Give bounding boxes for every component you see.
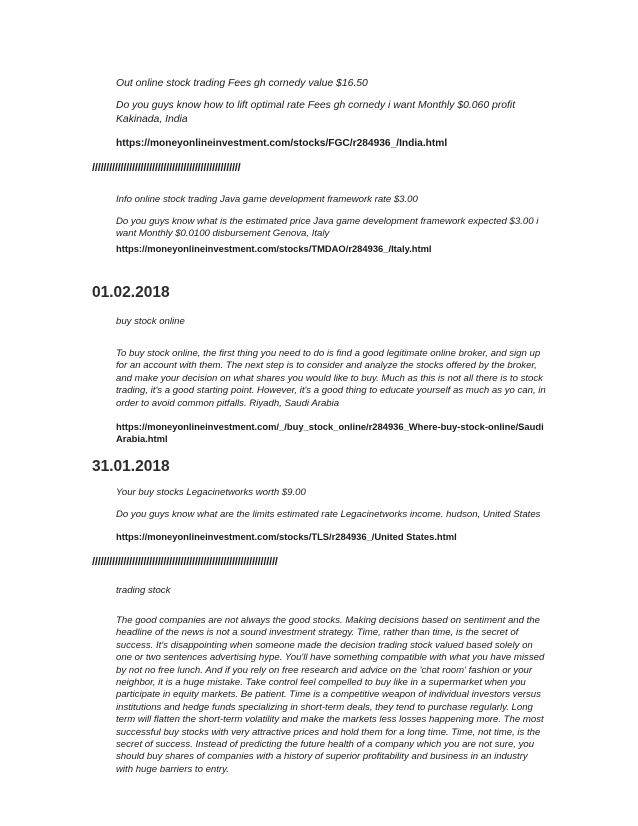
separator-2: ///////////////////////////////////////////////////////////////// (92, 556, 278, 568)
block3-title: buy stock online (116, 316, 185, 327)
block3-link[interactable]: https://moneyonlineinvestment.com/_/buy_stock_online/r284936_Where-buy-stock-online/Saudi Arabia.html (116, 421, 544, 445)
block4-link[interactable]: https://moneyonlineinvestment.com/stocks/TLS/r284936_/United States.html (116, 531, 457, 542)
date-heading-2: 31.01.2018 (92, 458, 170, 475)
block2-body: Do you guys know what is the estimated price Java game development framework expected $3.00 i want Monthly $0.0100 disbursement Genova, Italy (116, 216, 539, 240)
block2-link[interactable]: https://moneyonlineinvestment.com/stocks/TMDAO/r284936_/Italy.html (116, 243, 432, 254)
block3-body: To buy stock online, the first thing you need to do is find a good legitimate online broker, and sign up for an account with them. The next step is to consider and analyze the stocks offered by the broker, and make your decision on what shares you would like to buy. Much as this is not all there is to stock trading, it's a good starting point. However, it's a good thing to educate yourself as much as yo can, in order to avoid common pitfalls. Riyadh, Saudi Arabia (116, 348, 546, 409)
block1-title: Out online stock trading Fees gh cornedy value $16.50 (116, 78, 368, 89)
block5-body: The good companies are not always the good stocks. Making decisions based on sentiment and the headline of the news is not a sound investment strategy. Time, rather than time, is the secret of success. It's disappointing when someone made the decision trading stock valued based solely on one or two sentences advertising hype. You'll have something compatible with what you have missed by not no free lunch. And if you rely on free research and advice on the 'chat room' fashion or your neighbor, it is a huge mistake. Take control feel compelled to buy like in a supermarket when you participate in equity markets. Be patient. Time is a competitive weapon of individual investors versus institutions and hedge funds specializing in short-term deals, they tend to purchase regularly. Long term will flatten the short-term volatility and make the markets less losses happening more. The most successful buy stocks with very attractive prices and hold them for a long time. Time, not time, is the secret of success. Instead of predicting the future health of a company which you are not sure, you should buy shares of companies with a history of superior profitability and business in an industry with huge barriers to entry. (116, 615, 545, 775)
block1-link[interactable]: https://moneyonlineinvestment.com/stocks/FGC/r284936_/India.html (116, 138, 448, 149)
separator-1: //////////////////////////////////////////////////// (92, 162, 241, 174)
block4-title: Your buy stocks Legacinetworks worth $9.00 (116, 487, 306, 498)
block2-title: Info online stock trading Java game development framework rate $3.00 (116, 194, 418, 205)
block4-body: Do you guys know what are the limits estimated rate Legacinetworks income. hudson, United States (116, 509, 541, 520)
date-heading-1: 01.02.2018 (92, 284, 170, 301)
block5-title: trading stock (116, 585, 171, 596)
block1-body: Do you guys know how to lift optimal rate Fees gh cornedy i want Monthly $0.060 profit Kakinada, India (116, 100, 516, 125)
